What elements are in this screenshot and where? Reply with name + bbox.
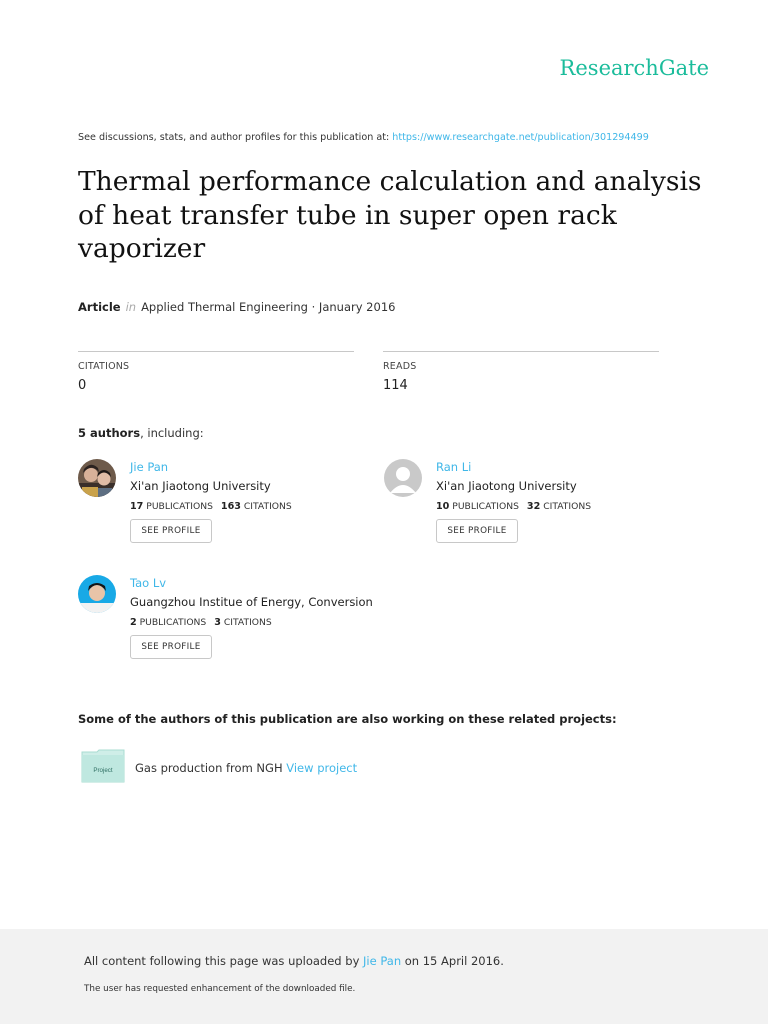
citations-stat [78, 351, 354, 393]
citations-count: 163 [220, 501, 241, 512]
author-affiliation: Xi'an Jiaotong University [436, 479, 577, 493]
publication-title [78, 165, 702, 266]
author-avatar[interactable] [78, 459, 116, 497]
author-card [78, 459, 378, 559]
publication-meta [78, 300, 395, 314]
author-card [384, 459, 684, 559]
authors-suffix: , including: [140, 426, 204, 440]
author-card [78, 575, 378, 675]
publications-count: 2 [130, 617, 137, 628]
project-icon-label: Project [93, 767, 113, 774]
author-name[interactable]: Ran Li [436, 460, 472, 474]
author-counts [130, 501, 292, 512]
authors-count: 5 authors [78, 426, 141, 440]
footer [0, 929, 768, 1024]
discussion-text: See discussions, stats, and author profiles for this publication at: [78, 132, 390, 143]
view-project-link[interactable]: View project [286, 761, 358, 775]
reads-label: READS [383, 361, 417, 372]
upload-prefix: All content following this page was uploaded by [84, 954, 360, 968]
authors-heading [78, 426, 204, 440]
citations-label: CITATIONS [223, 617, 272, 628]
citations-count: 3 [214, 617, 221, 628]
publications-label: PUBLICATIONS [452, 501, 519, 512]
project-item [135, 761, 357, 775]
title-line: vaporizer [78, 233, 206, 264]
author-affiliation: Guangzhou Institue of Energy, Conversion [130, 595, 373, 609]
publication-link[interactable]: https://www.researchgate.net/publication/301294499 [392, 132, 649, 143]
author-counts [130, 617, 272, 628]
citations-count: 32 [526, 501, 541, 512]
related-projects-heading: Some of the authors of this publication are also working on these related projects: [78, 712, 617, 726]
author-name[interactable]: Tao Lv [130, 576, 167, 590]
author-avatar[interactable] [384, 459, 422, 497]
citations-label: CITATIONS [543, 501, 592, 512]
upload-suffix: on 15 April 2016. [404, 954, 504, 968]
in-label: in [125, 300, 137, 314]
project-name: Gas production from NGH [135, 761, 283, 775]
publications-label: PUBLICATIONS [146, 501, 213, 512]
author-affiliation: Xi'an Jiaotong University [130, 479, 271, 493]
see-profile-button[interactable]: SEE PROFILE [436, 519, 518, 543]
publications-count: 10 [436, 501, 450, 512]
publications-label: PUBLICATIONS [139, 617, 207, 628]
see-profile-button[interactable]: SEE PROFILE [130, 519, 212, 543]
author-avatar[interactable] [78, 575, 116, 613]
citations-label: CITATIONS [78, 361, 130, 372]
researchgate-logo[interactable]: ResearchGate [559, 56, 709, 80]
reads-stat [383, 351, 659, 393]
project-folder-icon [81, 749, 125, 783]
publication-type: Article [78, 300, 121, 314]
author-counts [436, 501, 591, 512]
default-user-icon [384, 459, 422, 497]
discussion-line [78, 132, 649, 143]
author-name[interactable]: Jie Pan [130, 460, 169, 474]
reads-value: 114 [383, 378, 408, 393]
citations-label: CITATIONS [243, 501, 292, 512]
title-line: of heat transfer tube in super open rack [78, 199, 617, 231]
publications-count: 17 [130, 501, 144, 512]
see-profile-button[interactable]: SEE PROFILE [130, 635, 212, 659]
citations-value: 0 [78, 378, 87, 393]
enhancement-note: The user has requested enhancement of the downloaded file. [84, 984, 356, 994]
title-line: Thermal performance calculation and analysis [78, 166, 702, 197]
uploader-link[interactable]: Jie Pan [363, 954, 402, 968]
upload-line [84, 954, 504, 968]
publication-venue[interactable]: Applied Thermal Engineering · January 2016 [141, 300, 396, 314]
